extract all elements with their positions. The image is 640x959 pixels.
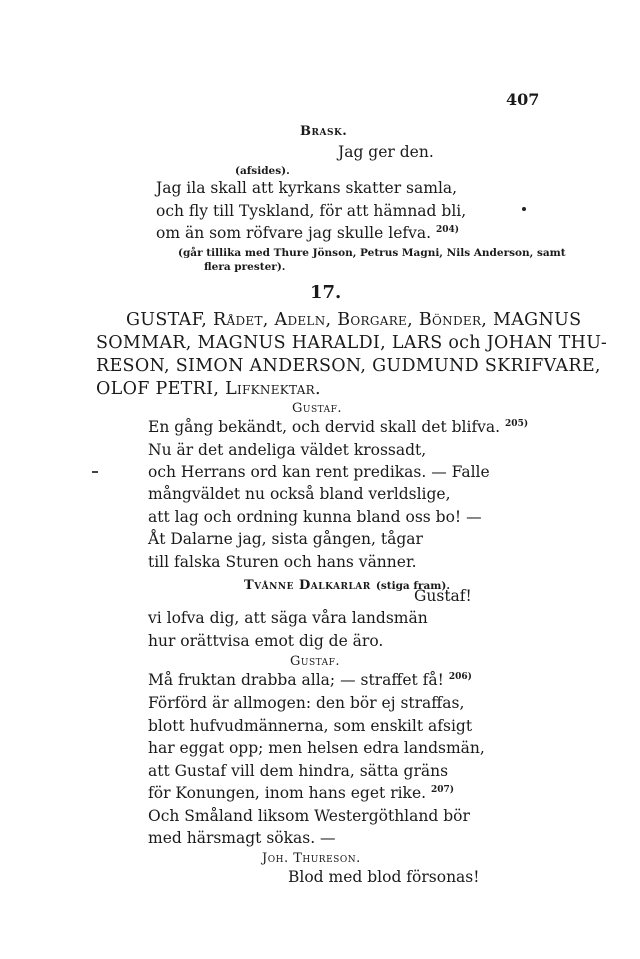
- verse-line: Gustaf!: [414, 587, 472, 605]
- stage-direction-afsides: (afsides).: [235, 165, 290, 177]
- scene-heading-line-4: OLOF PETRI, Lifknektar.: [96, 379, 321, 399]
- verse-line: med härsmagt sökas. —: [148, 829, 336, 847]
- speaker-gustaf: Gustaf.: [292, 401, 343, 416]
- footnote-ref-205: 205): [505, 419, 529, 429]
- scene-heading-line-2: SOMMAR, MAGNUS HARALDI, LARS och JOHAN THU-: [96, 333, 608, 353]
- verse-line: till falska Sturen och hans vänner.: [148, 553, 417, 571]
- verse-line: har eggat opp; men helsen edra landsmän,: [148, 739, 485, 757]
- verse-line: Nu är det andeliga väldet krossadt,: [148, 441, 427, 459]
- verse-line: om än som röfvare jag skulle lefva. $^{204)}$: [156, 224, 460, 243]
- speaker-dalkarlar: Tvånne Dalkarlar: [244, 578, 371, 593]
- margin-dash-mark: [92, 471, 98, 473]
- verse-line: att Gustaf vill dem hindra, sätta gräns: [148, 762, 449, 780]
- verse-line: vi lofva dig, att säga våra landsmän: [148, 609, 428, 627]
- verse-line: Åt Dalarne jag, sista gången, tågar: [148, 530, 423, 548]
- verse-line: och fly till Tyskland, för att hämnad bli,: [156, 202, 467, 220]
- verse-line: för Konungen, inom hans eget rike. $^{207)}$: [148, 784, 455, 803]
- verse-line: hur orättvisa emot dig de äro.: [148, 632, 384, 650]
- stage-direction-exit-cont: flera prester).: [204, 261, 286, 273]
- scene-heading-line-1: GUSTAF, Rådet, Adeln, Borgare, Bönder, MAGNUS: [126, 310, 582, 330]
- margin-dot-mark: [522, 207, 526, 211]
- verse-line: att lag och ordning kunna bland oss bo! —: [148, 508, 482, 526]
- footnote-ref-207: 207): [430, 785, 455, 795]
- verse-line: Förförd är allmogen: den bör ej straffas,: [148, 694, 465, 712]
- verse-line: Må fruktan drabba alla; — straffet få! $^{206)}$: [148, 671, 472, 690]
- page-number: 407: [506, 90, 540, 109]
- verse-line: En gång bekändt, och dervid skall det blifva. $^{205)}$: [148, 418, 529, 437]
- verse-line: och Herrans ord kan rent predikas. — Falle: [148, 463, 490, 481]
- footnote-ref-204: 204): [435, 225, 460, 235]
- speaker-gustaf-2: Gustaf.: [290, 654, 341, 669]
- stage-direction-stiga-fram: (stiga fram).: [375, 580, 450, 592]
- speaker-brask: Brask.: [300, 124, 348, 139]
- section-number: 17.: [310, 282, 342, 303]
- verse-line: Och Småland liksom Westergöthland bör: [148, 807, 470, 825]
- speaker-joh-thureson: Joh. Thureson.: [262, 851, 361, 866]
- scene-heading-line-3: RESON, SIMON ANDERSON, GUDMUND SKRIFVARE,: [96, 356, 601, 376]
- footnote-ref-206: 206): [448, 672, 472, 682]
- stage-direction-exit: (går tillika med Thure Jönson, Petrus Magni, Nils Anderson, samt: [178, 247, 566, 259]
- verse-line: Blod med blod försonas!: [288, 868, 480, 886]
- verse-line: Jag ila skall att kyrkans skatter samla,: [156, 179, 458, 197]
- verse-line: Jag ger den.: [338, 143, 434, 161]
- verse-line: mångväldet nu också bland verldslige,: [148, 485, 451, 503]
- verse-line: blott hufvudmännerna, som enskilt afsigt: [148, 717, 473, 735]
